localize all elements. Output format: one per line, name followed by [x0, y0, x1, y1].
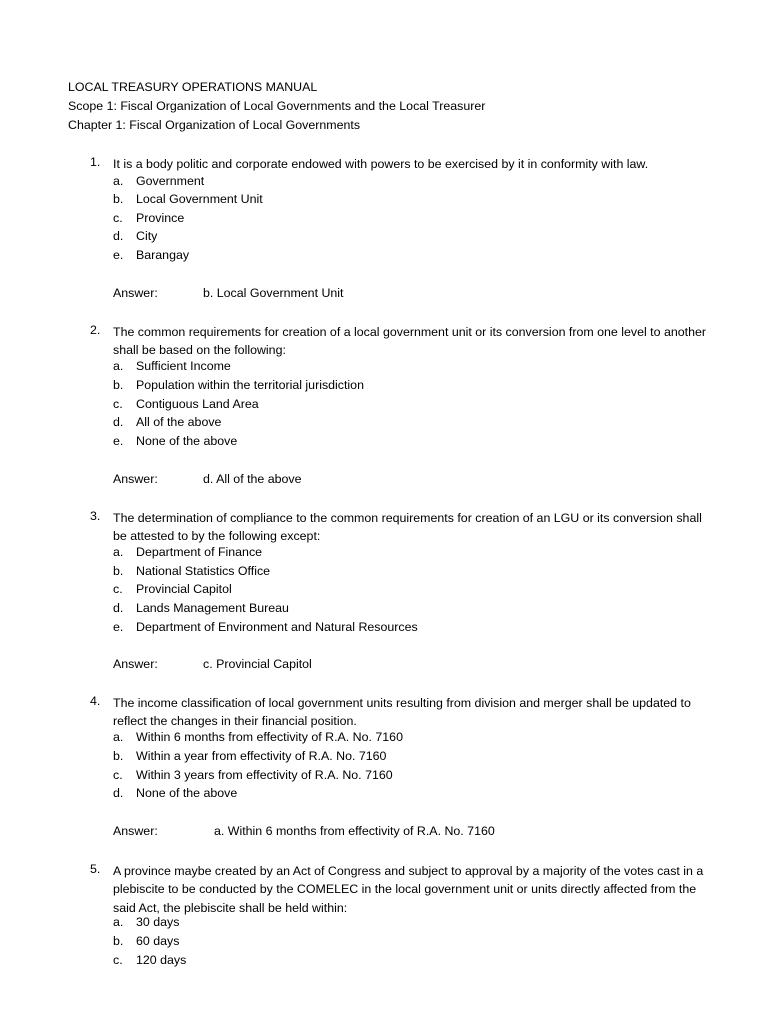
option-item: [113, 248, 189, 262]
option-text: 60 days: [136, 934, 180, 948]
option-item: [113, 229, 157, 243]
option-item: [113, 378, 364, 392]
question-number: 5.: [90, 862, 101, 876]
option-letter: a.: [113, 730, 124, 744]
option-letter: e.: [113, 434, 124, 448]
option-letter: c.: [113, 397, 123, 411]
option-item: [113, 601, 289, 615]
option-text: Within 6 months from effectivity of R.A. No. 7160: [136, 730, 403, 744]
question-number: 1.: [90, 155, 101, 169]
question-number: 3.: [90, 509, 101, 523]
option-letter: b.: [113, 564, 124, 578]
option-letter: c.: [113, 768, 123, 782]
option-text: Province: [136, 211, 185, 225]
option-item: [113, 545, 262, 559]
answer-value: b. Local Government Unit: [203, 286, 344, 300]
answer-value: a. Within 6 months from effectivity of R.A. No. 7160: [214, 824, 495, 838]
option-text: Barangay: [136, 248, 190, 262]
answer-value: c. Provincial Capitol: [203, 657, 312, 671]
option-letter: d.: [113, 786, 124, 800]
document-title: LOCAL TREASURY OPERATIONS MANUAL: [68, 80, 318, 94]
question-text: The common requirements for creation of a local government unit or its conversion from one level to another shall be based on the following:: [113, 325, 706, 358]
option-text: All of the above: [136, 415, 222, 429]
option-item: [113, 768, 393, 782]
option-item: [113, 582, 232, 596]
answer-label: Answer:: [113, 472, 158, 486]
option-letter: c.: [113, 211, 123, 225]
option-text: Within 3 years from effectivity of R.A. No. 7160: [136, 768, 393, 782]
option-letter: c.: [113, 953, 123, 967]
option-letter: a.: [113, 174, 124, 188]
option-item: [113, 434, 237, 448]
option-letter: d.: [113, 601, 124, 615]
option-letter: b.: [113, 749, 124, 763]
question-number: 2.: [90, 323, 101, 337]
question-text: It is a body politic and corporate endowed with powers to be exercised by it in conformity with law.: [113, 157, 649, 171]
option-item: [113, 359, 231, 373]
option-text: City: [136, 229, 158, 243]
option-item: [113, 915, 179, 929]
option-item: [113, 192, 263, 206]
option-text: 120 days: [136, 953, 187, 967]
question-text: The income classification of local government units resulting from division and merger shall be updated to reflect the changes in their financial position.: [113, 696, 691, 729]
scope-heading: Scope 1: Fiscal Organization of Local Governments and the Local Treasurer: [68, 99, 486, 113]
option-text: Sufficient Income: [136, 359, 231, 373]
option-text: Local Government Unit: [136, 192, 263, 206]
option-letter: e.: [113, 248, 124, 262]
option-text: Government: [136, 174, 205, 188]
option-item: [113, 749, 386, 763]
option-text: Department of Finance: [136, 545, 263, 559]
question-text: A province maybe created by an Act of Congress and subject to approval by a majority of the votes cast in a plebiscite to be conducted by the COMELEC in the local government unit or units directly affected from the said Act, the plebiscite shall be held within:: [113, 864, 704, 915]
option-item: [113, 564, 270, 578]
option-letter: b.: [113, 192, 124, 206]
option-letter: a.: [113, 915, 124, 929]
option-item: [113, 174, 204, 188]
option-text: Population within the territorial jurisdiction: [136, 378, 364, 392]
option-letter: b.: [113, 378, 124, 392]
answer-label: Answer:: [113, 657, 158, 671]
option-text: Department of Environment and Natural Resources: [136, 620, 418, 634]
option-item: [113, 397, 259, 411]
option-text: Contiguous Land Area: [136, 397, 259, 411]
chapter-heading: Chapter 1: Fiscal Organization of Local Governments: [68, 118, 361, 132]
option-letter: a.: [113, 359, 124, 373]
option-text: 30 days: [136, 915, 180, 929]
option-text: Lands Management Bureau: [136, 601, 289, 615]
answer-value: d. All of the above: [203, 472, 302, 486]
option-item: [113, 934, 179, 948]
option-item: [113, 730, 403, 744]
option-item: [113, 620, 418, 634]
option-letter: e.: [113, 620, 124, 634]
question-number: 4.: [90, 694, 101, 708]
option-item: [113, 415, 221, 429]
answer-label: Answer:: [113, 286, 158, 300]
option-letter: d.: [113, 415, 124, 429]
option-letter: d.: [113, 229, 124, 243]
option-text: None of the above: [136, 786, 238, 800]
option-text: National Statistics Office: [136, 564, 271, 578]
option-item: [113, 211, 184, 225]
option-text: Within a year from effectivity of R.A. No. 7160: [136, 749, 387, 763]
option-text: Provincial Capitol: [136, 582, 232, 596]
answer-label: Answer:: [113, 824, 158, 838]
question-text: The determination of compliance to the common requirements for creation of an LGU or its conversion shall be attested to by the following except:: [113, 511, 702, 544]
option-item: [113, 953, 186, 967]
option-letter: a.: [113, 545, 124, 559]
option-letter: c.: [113, 582, 123, 596]
option-text: None of the above: [136, 434, 238, 448]
option-letter: b.: [113, 934, 124, 948]
option-item: [113, 786, 237, 800]
